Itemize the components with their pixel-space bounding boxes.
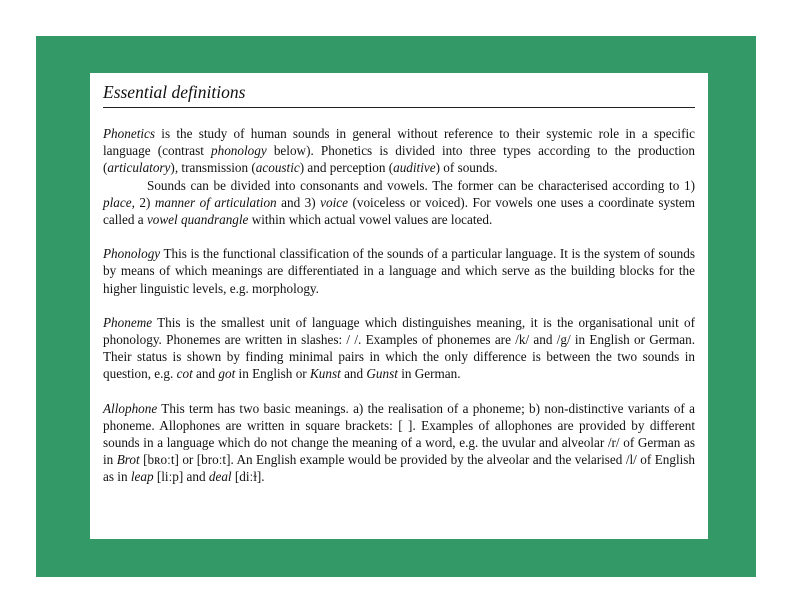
term-phoneme: Phoneme bbox=[103, 314, 153, 330]
phonetics-paragraph-2: Sounds can be divided into consonants and vowels. The former can be characterised according to 1) place, 2) manner of articulation and 3) voice (voiceless or voiced). For vowels one uses a coordinate system called a vowel quandrangle within which actual vowel values are located. bbox=[103, 177, 695, 228]
definition-allophone bbox=[103, 400, 695, 486]
definition-phoneme bbox=[103, 314, 695, 383]
term-allophone: Allophone bbox=[103, 400, 158, 416]
phoneme-paragraph: Phoneme This is the smallest unit of language which distinguishes meaning, it is the organisational unit of phonology. Phonemes are written in slashes: / /. Examples of phonemes are /k/ and /g/ in English or German. Their status is shown by finding minimal pairs in which the only difference is between the two sounds in question, e.g. cot and got in English or Kunst and Gunst in German. bbox=[103, 314, 695, 382]
page-title: Essential definitions bbox=[103, 81, 695, 108]
phonetics-paragraph-1: Phonetics is the study of human sounds in general without reference to their systemic role in a specific language (contrast phonology below). Phonetics is divided into three types according to the production (articulatory), transmission (acoustic) and perception (auditive) of sounds. bbox=[103, 126, 695, 176]
definition-phonology bbox=[103, 245, 695, 297]
definition-phonetics bbox=[103, 125, 695, 228]
definitions-card bbox=[90, 73, 708, 539]
phonology-paragraph: Phonology This is the functional classification of the sounds of a particular language. It is the system of sounds by means of which meanings are differentiated in a language and which serve as the building blocks for the higher linguistic levels, e.g. morphology. bbox=[103, 246, 695, 296]
term-phonology: Phonology bbox=[103, 246, 161, 262]
allophone-paragraph: Allophone This term has two basic meanings. a) the realisation of a phoneme; b) non-distinctive variants of a phoneme. Allophones are written in square brackets: [ ]. Examples of allophones are provided by different sounds in a language which do not change the meaning of a word, e.g. the uvular and alveolar /r/ of German as in Brot [bʀoːt] or [broːt]. An English example would be provided by the alveolar and the velarised /l/ of English as in leap [liːp] and deal [diːɫ]. bbox=[103, 400, 695, 485]
term-phonetics: Phonetics bbox=[103, 126, 156, 141]
